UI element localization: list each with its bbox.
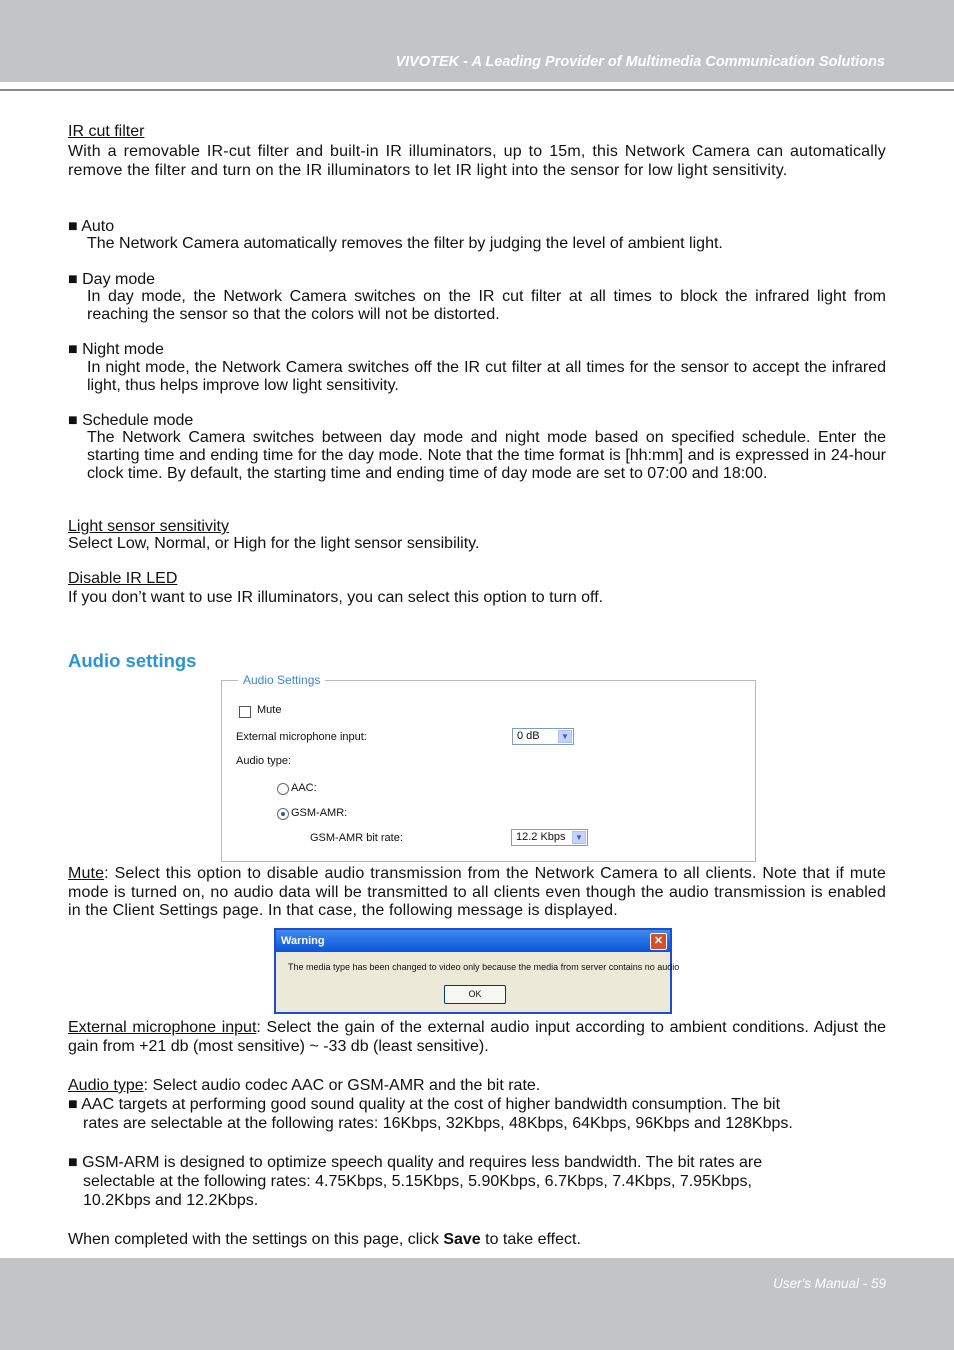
gsm-rate-select[interactable]: 12.2 Kbps ▼ [511,829,588,846]
ir-cut-title: IR cut filter [68,123,145,140]
close-icon[interactable]: ✕ [650,933,667,950]
night-mode-title: ■ Night mode [68,341,164,358]
disable-ir-title: Disable IR LED [68,570,178,587]
aac-desc-line2: rates are selectable at the following rates: 16Kbps, 32Kbps, 48Kbps, 64Kbps, 96Kbps and 128Kbps. [83,1115,793,1132]
ok-button[interactable]: OK [444,985,506,1004]
mute-checkbox[interactable] [239,706,251,718]
chevron-down-icon: ▼ [572,831,586,844]
page-number: User's Manual - 59 [773,1276,886,1291]
gsm-amr-label: GSM-AMR: [291,807,348,819]
audio-settings-panel [221,680,756,862]
mic-input-label: External microphone input: [236,731,367,743]
gsm-amr-radio[interactable] [277,808,289,820]
day-mode-title: ■ Day mode [68,271,156,288]
night-mode-desc: In night mode, the Network Camera switches off the IR cut filter at all times for the sensor to accept the infrared light, thus helps improve low light sensitivity. [87,359,886,394]
chevron-down-icon: ▼ [558,730,572,743]
mute-label: Mute [257,704,282,716]
dialog-title: Warning [281,935,325,947]
header-tagline: VIVOTEK - A Leading Provider of Multimedia Communication Solutions [395,54,885,70]
save-instruction: When completed with the settings on this page, click Save to take effect. [68,1231,581,1248]
gsm-desc-line3: 10.2Kbps and 12.2Kbps. [83,1192,259,1209]
mute-desc: Mute: Select this option to disable audio transmission from the Network Camera to all clients. Note that if mute mode is turned on, no audio data will be transmitted to all clients even though the audio transmission is enabled in the Client Settings page. In that case, the following message is displayed. [68,865,886,919]
aac-radio[interactable] [277,783,289,795]
audio-settings-legend: Audio Settings [238,673,325,687]
disable-ir-desc: If you don’t want to use IR illuminators, you can select this option to turn off. [68,589,604,606]
gsm-rate-label: GSM-AMR bit rate: [310,832,403,844]
header-divider [0,89,954,91]
light-sensor-desc: Select Low, Normal, or High for the light sensor sensibility. [68,535,480,552]
warning-dialog [274,928,680,1014]
page-footer [0,1258,954,1350]
mic-desc: External microphone input: Select the gain of the external audio input according to ambient conditions. Adjust the gain from +21 db (most sensitive) ~ -33 db (least sensitive). [68,1019,886,1055]
ir-cut-desc: With a removable IR-cut filter and built-in IR illuminators, up to 15m, this Network Camera can automatically remove the filter and turn on the IR illuminators to let IR light into the sensor for low light sensitivity. [68,143,886,179]
auto-desc: The Network Camera automatically removes the filter by judging the level of ambient light. [87,235,723,252]
schedule-mode-desc: The Network Camera switches between day mode and night mode based on specified schedule. Enter the starting time and ending time for the day mode. Note that the time format is [hh:mm] and is expressed in 24-hour clock time. By default, the starting time and ending time of day mode are set to 07:00 and 18:00. [87,429,886,482]
dialog-titlebar [276,930,670,952]
aac-desc-line1: ■ AAC targets at performing good sound quality at the cost of higher bandwidth consumption. The bit [68,1096,781,1113]
day-mode-desc: In day mode, the Network Camera switches on the IR cut filter at all times to block the infrared light from reaching the sensor so that the colors will not be distorted. [87,288,886,323]
dialog-message: The media type has been changed to video only because the media from server contains no audio [288,962,680,972]
audio-type-desc: Audio type: Select audio codec AAC or GSM-AMR and the bit rate. [68,1077,541,1094]
gsm-desc-line1: ■ GSM-ARM is designed to optimize speech quality and requires less bandwidth. The bit rates are [68,1154,763,1171]
audio-type-label: Audio type: [236,755,292,767]
gsm-desc-line2: selectable at the following rates: 4.75Kbps, 5.15Kbps, 5.90Kbps, 6.7Kbps, 7.4Kbps, 7.95Kbps, [83,1173,752,1190]
aac-label: AAC: [291,782,317,794]
auto-title: ■ Auto [68,218,115,235]
light-sensor-title: Light sensor sensitivity [68,518,229,535]
audio-section-title: Audio settings [68,650,197,671]
mic-input-select[interactable]: 0 dB ▼ [512,728,574,745]
schedule-mode-title: ■ Schedule mode [68,412,194,429]
